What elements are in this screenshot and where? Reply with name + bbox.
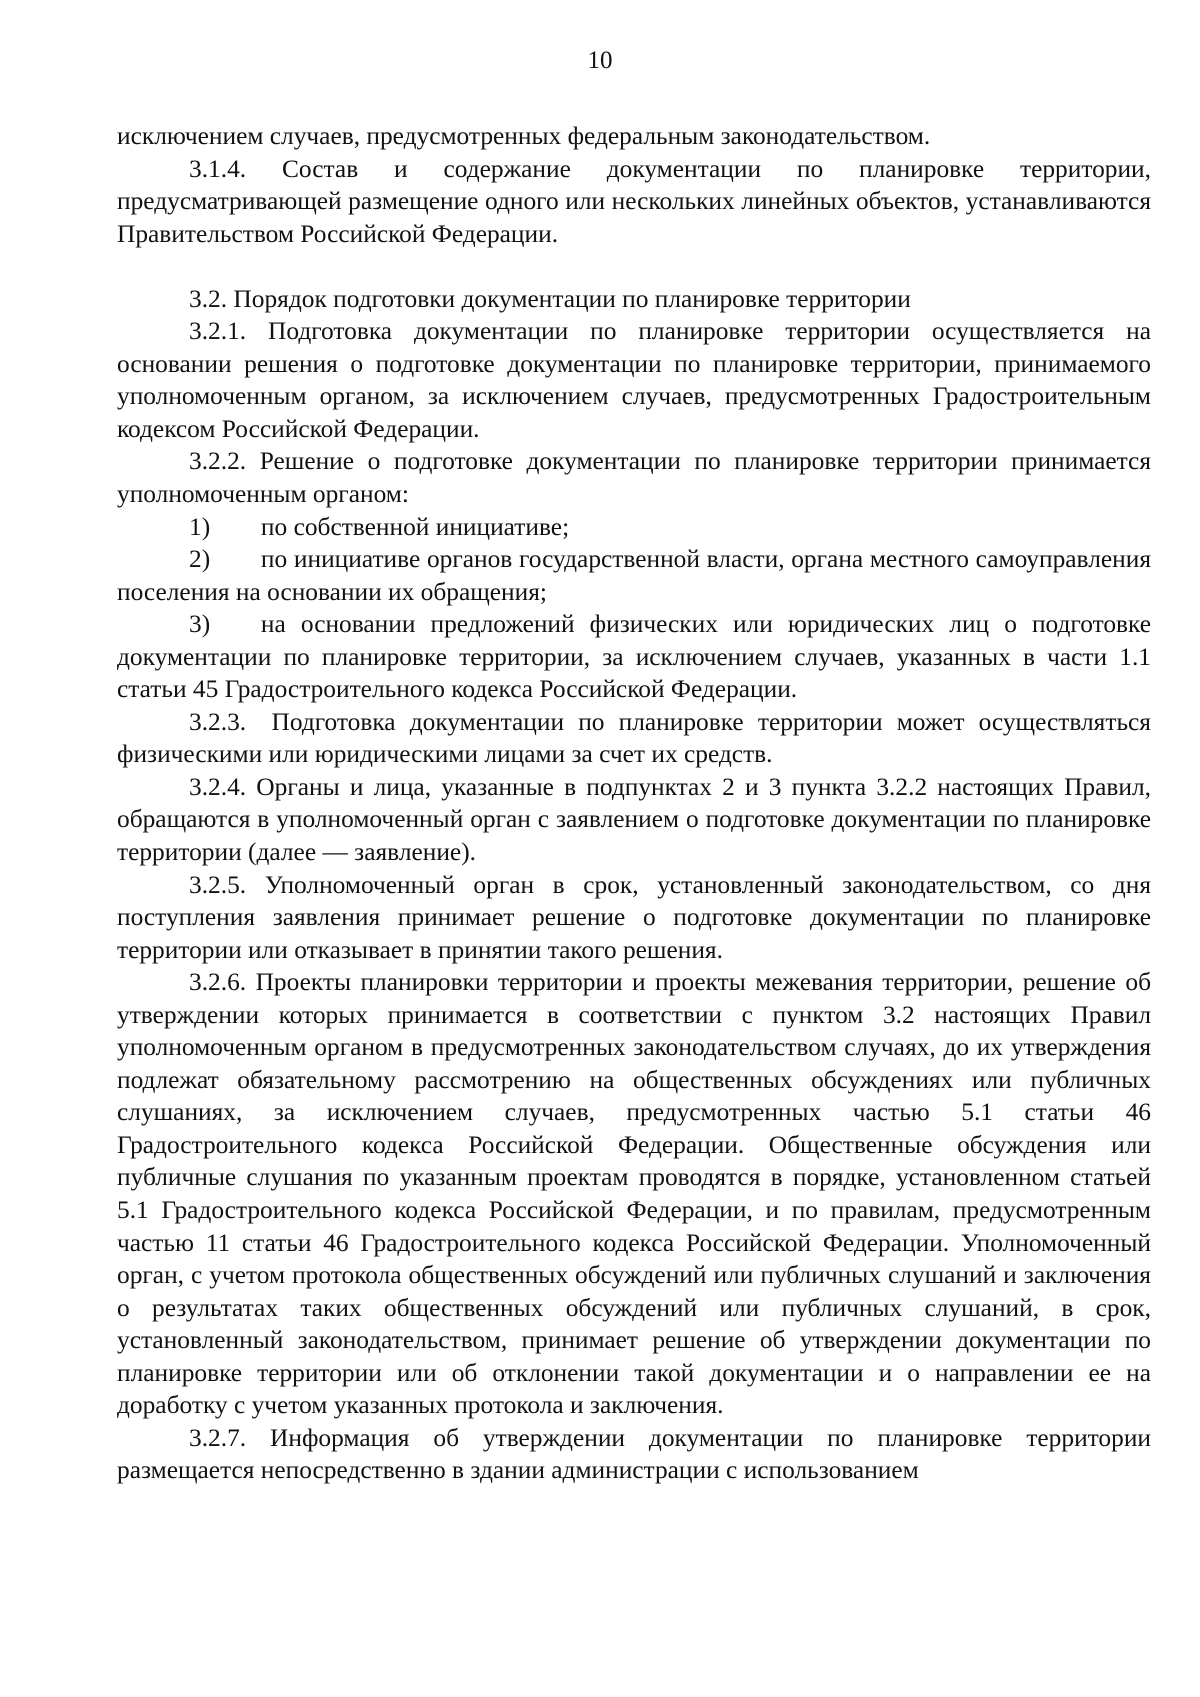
paragraph-3-2-3: 3.2.3. Подготовка документации по планировке территории может осуществляться физическими или юридическими лицами за счет их средств. <box>117 707 1151 769</box>
paragraph-3-2-5: 3.2.5. Уполномоченный орган в срок, установленный законодательством, со дня поступления заявления принимает решение о подготовке документации по планировке территории или отказывает в принятии такого решения. <box>117 870 1151 964</box>
list-item-2: 2) по инициативе органов государственной власти, органа местного самоуправления поселения на основании их обращения; <box>117 545 1151 606</box>
document-body <box>117 120 1151 1487</box>
paragraph-continuation: исключением случаев, предусмотренных федеральным законодательством. <box>117 122 931 150</box>
paragraph-3-2-7: 3.2.7. Информация об утверждении документации по планировке территории размещается непосредственно в здании администрации с использованием <box>117 1423 1151 1485</box>
paragraph-3-2-4: 3.2.4. Органы и лица, указанные в подпунктах 2 и 3 пункта 3.2.2 настоящих Правил, обращаются в уполномоченный орган с заявлением о подготовке документации по планировке территории (далее — заявление). <box>117 772 1151 866</box>
list-item-3: 3) на основании предложений физических или юридических лиц о подготовке документации по планировке территории, за исключением случаев, указанных в части 1.1 статьи 45 Градостроительного кодекса Российской Федерации. <box>117 610 1151 704</box>
paragraph-3-2-1: 3.2.1. Подготовка документации по планировке территории осуществляется на основании решения о подготовке документации по планировке территории, принимаемого уполномоченным органом, за исключением случаев, предусмотренных Градостроительным кодексом Российской Федерации. <box>117 317 1151 443</box>
paragraph-3-1-4: 3.1.4. Состав и содержание документации по планировке территории, предусматривающей размещение одного или нескольких линейных объектов, устанавливаются Правительством Российской Федерации. <box>117 154 1151 248</box>
paragraph-3-2-2: 3.2.2. Решение о подготовке документации по планировке территории принимается уполномоченным органом: <box>117 447 1151 508</box>
paragraph-3-2-6: 3.2.6. Проекты планировки территории и проекты межевания территории, решение об утверждении которых принимается в соответствии с пунктом 3.2 настоящих Правил уполномоченным органом в предусмотренных законодательством случаях, до их утверждения подлежат обязательному рассмотрению на общественных обсуждениях или публичных слушаниях, за исключением случаев, предусмотренных частью 5.1 статьи 46 Градостроительного кодекса Российской Федерации. Общественные обсуждения или публичные слушания по указанным проектам проводятся в порядке, установленном статьей 5.1 Градостроительного кодекса Российской Федерации, и по правилам, предусмотренным частью 11 статьи 46 Градостроительного кодекса Российской Федерации. Уполномоченный орган, с учетом протокола общественных обсуждений или публичных слушаний и заключения о результатах таких общественных обсуждений или публичных слушаний, в срок, установленный законодательством, принимает решение об утверждении документации по планировке территории или об отклонении такой документации и о направлении ее на доработку с учетом указанных протокола и заключения. <box>117 968 1151 1420</box>
list-item-1: 1) по собственной инициативе; <box>189 512 570 541</box>
section-heading-3-2: 3.2. Порядок подготовки документации по планировке территории <box>189 284 911 313</box>
page-number: 10 <box>587 47 613 74</box>
